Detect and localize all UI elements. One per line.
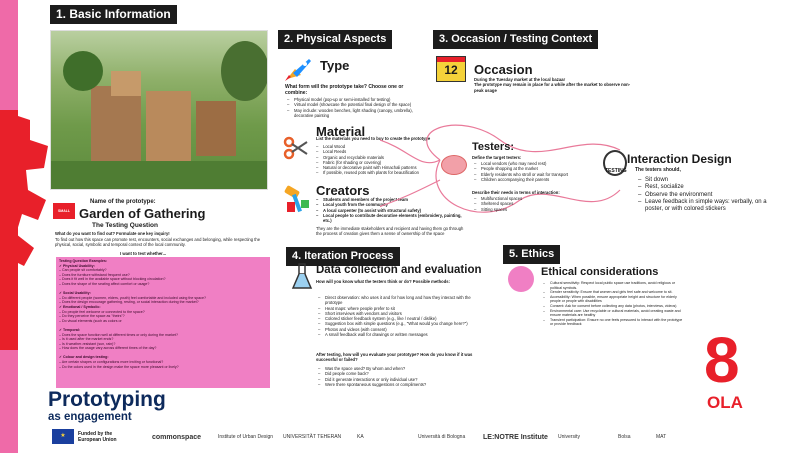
interaction-prompt: The testers should, [635,167,681,173]
tester-target-item: – Local vendors (who may need rest) [474,161,594,166]
method-item: – Direct observation: who uses it and for how long and how they interact with the prototype [318,295,478,306]
section-title-occasion: 3. Occasion / Testing Context [433,30,598,49]
footer-title: Prototyping [48,388,166,411]
partner-logo: commonspace [152,434,202,441]
material-prompt: List the materials you need to buy to create the prototype [316,136,431,141]
creator-item: – Students and members of the project team [316,197,466,202]
occasion-text: During the Tuesday market at the local bazaar The prototype may remain in place for a while after the market to observe non-peak usage [474,77,631,93]
ethics-item: – Gender sensitivity: Ensure that women and girls feel safe and welcome to sit. [543,290,685,295]
testing-examples-list [59,259,267,369]
tester-target-item: – People shopping at the market [474,166,594,171]
interaction-item: – Leave feedback in simple ways: verbally, on a poster, or with colored stickers [638,199,783,214]
tools-icon [281,184,313,216]
method-item: – Photos and videos (with consent) [318,327,478,332]
ola-mark: 8 [704,324,740,396]
method-item: – Colored sticker feedback system (e.g., like / neutral / dislike) [318,316,478,321]
testing-example-line: – Is it used after the market ends? [59,337,114,342]
flask-icon [291,262,313,290]
questions-list [318,366,478,387]
ethics-title: Ethical considerations [541,266,659,278]
section-title-physical: 2. Physical Aspects [278,30,392,49]
testing-example-line: Testing Question Examples: [59,259,108,263]
partner-logo: University [558,434,580,440]
testing-question-ps: I want to test whether... [120,251,167,256]
material-item: – Local Wood [316,144,456,149]
methods-list [318,295,478,337]
testing-example-line: – Do people feel welcome or connected to the space? [59,309,145,314]
testers-target-list [474,161,594,182]
method-item: – Short interviews with vendors and visitors [318,311,478,316]
type-item: – Virtual model (showcase the potential final design of the space) [287,102,427,107]
tester-need-item: – Multifunctional spaces [474,196,594,201]
testing-example-line: – Are certain shapes or configurations more inviting or functional? [59,360,164,365]
partner-logo: Institute of Urban Design [218,434,274,440]
testing-example-line: – Does the shape of the seating affect comfort or usage? [59,281,150,286]
tester-need-item: – Sheltered spaces [474,201,594,206]
testing-example-line: – Does the furniture withstand frequent use? [59,272,130,277]
ethics-item: – Cultural sensitivity: Respect local public space use traditions, avoid religious or political symbols. [543,281,685,290]
testing-example-line: – Does the design encourage gathering, resting, or social interaction during the market? [59,300,199,305]
material-item: – Fabric (for shading or covering) [316,160,456,165]
eu-flag-icon: ★ [52,429,74,444]
method-item: – A small feedback wall for drawings or written messages [318,332,478,337]
partner-logo: MAT [656,434,667,440]
evaluation-question-item: – Was the space used? By whom and when? [318,366,478,371]
testers-face-icon [441,155,467,175]
evaluation-question-item: – Did it generate interactions or only individual use? [318,377,478,382]
method-item: – Suggestion box with simple questions (e.g., "What would you change here?") [318,321,478,326]
prototype-name: Garden of Gathering [79,206,206,221]
tester-target-item: – Elderly residents who stroll or wait for transport [474,172,594,177]
testers-needs-list [474,196,594,212]
evaluation-question-item: – Were there spontaneous suggestions or compliments? [318,382,478,387]
material-item: – Local Reeds [316,149,456,154]
testing-example-line: ✓ Social Usability: [59,291,91,296]
ethics-item: – Accessibility: When possible, ensure appropriate height and structure for elderly people or people with disabilities [543,295,685,304]
testing-question-title: The Testing Question [92,222,158,229]
testing-example-line: – Does the space function well at different times or only during the market? [59,332,178,337]
partner-logo: Università di Bologna [418,434,466,440]
type-item: – Physical model (pop-up or semi-installed for testing) [287,97,427,102]
section-title-ethics: 5. Ethics [503,245,560,264]
testers-define: Define the target testers: [472,155,522,160]
creators-title: Creators [316,183,370,198]
ethics-item: – Consent: Ask for consent before collecting any data (photos, interviews, videos) [543,304,685,309]
red-gear-graphic [0,110,50,350]
evaluation-question-item: – Did people come back? [318,371,478,376]
tester-target-item: – Children accompanying their parents [474,177,594,182]
tester-need-item: – Sitting spaces [474,207,594,212]
creators-note: They are the immediate stakeholders and recipient and having them go through the process of creation gives them a sense of ownership of the space [316,226,464,237]
small-team-badge: SMALL TEAM [53,203,75,219]
section-title-iteration: 4. Iteration Process [286,247,400,266]
testers-needs: Describe their needs in terms of interaction: [472,190,560,195]
type-item: – May include: wooden benches, light shading (canopy, umbrella), decorative painting [287,108,427,119]
testers-title: Testers: [472,141,514,153]
testing-example-line: ✓ Physical Usability: [59,263,95,268]
testing-example-line: – Do different people (women, elders, youth) feel comfortable and included using the space? [59,295,206,300]
method-item: – Heat maps: where people prefer to sit [318,306,478,311]
testing-question-prompt: What do you want to find out? Formulate one key inquiry! [55,231,170,236]
material-item: – If possible, reused pots with plants for beautification [316,170,456,175]
material-title: Material [316,124,366,139]
section-title-basic: 1. Basic Information [50,5,177,24]
interaction-item: – Sit down [638,177,783,184]
ola-logo-text: OLA [707,393,743,412]
hand-heart-icon [508,266,534,292]
partner-logo: LE:NOTRE Institute [483,434,548,441]
testing-example-line: ✓ Emotional / Symbolic: [59,304,101,309]
interaction-list [638,177,783,213]
partner-logo: UNIVERSITÄT TEHERAN [283,434,342,440]
footer-subtitle: as engagement [48,411,132,423]
testing-example-line: – How does the usage vary across different times of the day? [59,346,157,351]
interaction-item: – Rest, socialize [638,184,783,191]
iteration-after: After testing, how will you evaluate your prototype? How do you know if it was successful or failed? [316,352,473,363]
scissors-icon [283,136,309,160]
material-item: – Natural or decorative paint with Himachali patterns [316,165,456,170]
partner-logo: KA [357,434,364,440]
testing-examples-box [56,257,270,388]
testing-example-line: ✓ Temporal: [59,327,81,332]
creator-item: – Local youth from the community [316,202,466,207]
testing-icon: TESTING [603,150,627,176]
interaction-item: – Observe the environment [638,192,783,199]
calendar-day: 12 [444,63,458,77]
creator-item: – A local carpenter (to assist with structural safety) [316,208,466,213]
ethics-item: – Environmental care: Use recyclable or cultural materials, avoid creating waste and ensure materials are healthy [543,309,685,318]
iteration-title: Data collection and evaluation [316,264,482,276]
occasion-title: Occasion [474,62,533,77]
testing-example-line: – Do the colors used in the design make the space more pleasant or lively? [59,364,179,369]
testing-example-line: – Does it fit well in the available space without blocking circulation? [59,277,166,282]
testing-example-line: – Is it weather-resistant (sun, rain)? [59,341,116,346]
ethics-item: – Transient participation: Ensure no one feels pressured to interact with the prototype or provide feedback [543,318,685,327]
ethics-list [543,281,685,327]
type-prompt: What form will the prototype take? Choose one or combine: [285,84,404,97]
rocket-icon [283,55,315,83]
eu-funded-text: Funded by the European Union [78,431,117,443]
calendar-icon [436,56,466,82]
testing-example-line: ✓ Colour and design testing: [59,355,109,360]
testing-example-line: – Do visual elements (such as colors or [59,318,122,323]
testing-question-text: To find out how this space can promote rest, encounters, social exchanges and belonging, while respecting the physical, social, symbolic and temporal context of the local community. [55,237,261,248]
type-title: Type [320,58,350,73]
partner-logo: Bolsa [618,434,631,440]
testing-example-line: – Can people sit comfortably? [59,268,107,273]
prototype-photo [50,30,268,190]
testing-example-line: – Do they perceive the space as "theirs"? [59,314,125,319]
iteration-prompt: How will you know what the testers think or do? Possible methods: [316,279,451,284]
interaction-title: Interaction Design [627,152,732,166]
creator-item: – Local people to contribute decorative elements (embroidery, painting, etc.) [316,213,466,224]
prototype-name-label: Name of the prototype: [90,199,156,205]
material-item: – Organic and recyclable materials [316,155,456,160]
